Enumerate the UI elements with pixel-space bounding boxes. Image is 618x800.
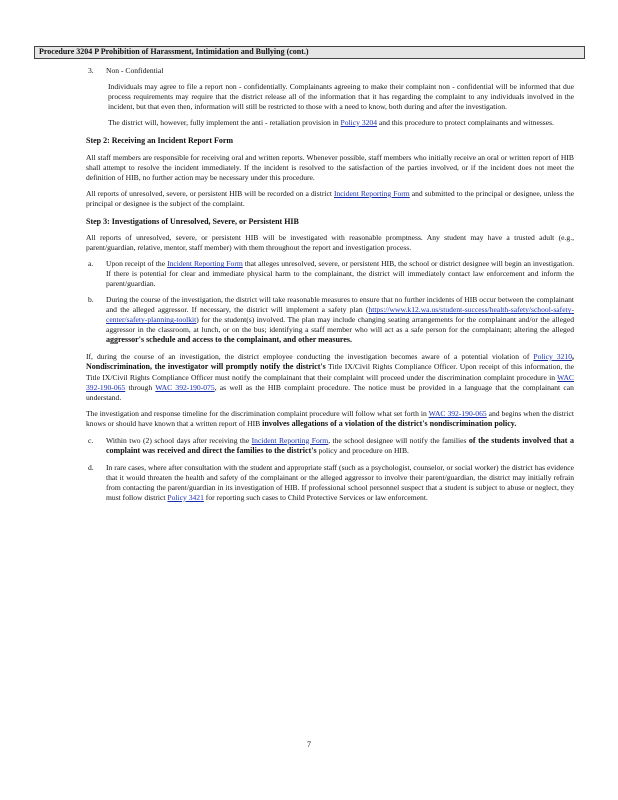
list-item-c: c. Within two (2) school days after receiving the Incident Reporting Form, the school designee will notify the families of the students involved that a complaint was received and direct the families to the district's policy and procedure on HIB.: [88, 435, 574, 456]
step-2-heading: Step 2: Receiving an Incident Report Form: [86, 136, 234, 146]
list-item-d: d. In rare cases, where after consultation with the student and appropriate staff (such as a psychologist, counselor, or social worker) the district has evidence that it would threaten the health and safety of the complainant or the alleged aggressor to involve their parent/guardian, the district may initially refrain from contacting the parent/guardian in its investigation of HIB. If professional school personnel suspect that a student is subject to abuse or neglect, they must follow district Policy 3421 for reporting such cases to Child Protective Services or law enforcement.: [88, 462, 574, 502]
step-3-paragraph-2: If, during the course of an investigation, the district employee conducting the investigation becomes aware of a potential violation of Policy 3210, Nondiscrimination, the investigator will promptly notify the district's Title IX/Civil Rights Compliance Officer. Upon receipt of this information, the Title IX/Civil Rights Compliance Officer must notify the complainant that their complaint will proceed under the discrimination complaint procedure in WAC 392-190-065 through WAC 392-190-075, as well as the HIB complaint procedure. The notice must be provided in a language that the complainant can understand.: [86, 351, 574, 403]
policy-3421-link[interactable]: Policy 3421: [167, 492, 204, 502]
item-3: [88, 66, 574, 76]
list-item-a: a. Upon receipt of the Incident Reporting Form that alleges unresolved, severe, or persistent HIB, the school or district designee will begin an investigation. If there is potential for clear and immediate physical harm to the complainant, the district will immediately contact law enforcement and inform the parent/guardian.: [88, 259, 574, 289]
list-item-b: b. During the course of the investigation, the district will take reasonable measures to ensure that no further incidents of HIB occur between the complainant and the alleged aggressor. If necessary, the district will implement a safety plan (https://www.k12.wa.us/student-success/health-safety/school-safety-center/safety-planning-toolkit) for the student(s) involved. The plan may include changing seating arrangements for the complainant and/or the alleged aggressor in the classroom, at lunch, or on the bus; identifying a staff member who will act as a safe person for the complainant; altering the alleged aggressor's schedule and access to the complainant, and other measures.: [88, 295, 574, 345]
item-3-heading: Non - Confidential: [106, 66, 164, 75]
document-body: [88, 66, 574, 509]
wac-392-190-075-link[interactable]: WAC 392-190-075: [155, 383, 215, 393]
incident-reporting-form-link[interactable]: Incident Reporting Form: [333, 188, 410, 198]
incident-reporting-form-link[interactable]: Incident Reporting Form: [251, 435, 329, 445]
step-3-heading: Step 3: Investigations of Unresolved, Severe, or Persistent HIB: [86, 216, 299, 226]
item-3-marker: 3.: [88, 66, 94, 75]
step-3-paragraph-1: All reports of unresolved, severe, or persistent HIB will be investigated with reasonable promptness. Any student may have a trusted adult (e.g., parent/guardian, relative, mentor, staff member) with them throughout the report and investigation process.: [86, 233, 574, 253]
procedure-header: Procedure 3204 P Prohibition of Harassment, Intimidation and Bullying (cont.): [34, 46, 585, 59]
safety-planning-toolkit-link[interactable]: https://www.k12.wa.us/student-success/health-safety/school-safety-center/safety-planning-toolkit: [106, 305, 574, 325]
step-2-paragraph-2: All reports of unresolved, severe, or persistent HIB will be recorded on a district Incident Reporting Form and submitted to the principal or designee, unless the principal or designee is the subject of the complaint.: [86, 188, 574, 208]
item-3-paragraph-1: Individuals may agree to file a report non - confidentially. Complainants agreeing to make their complaint non - confidential will be informed that due process requirements may require that the district release all of the information that it has regarding the complaint to any individuals involved in the incident, but that even then, information will still be restricted to those with a need to know, both during and after the investigation.: [108, 82, 574, 112]
page-number: 7: [307, 740, 311, 749]
step-3-paragraph-3: The investigation and response timeline for the discrimination complaint procedure will follow what set forth in WAC 392-190-065 and begins when the district knows or should have known that a written report of HIB involves allegations of a violation of the district's nondiscrimination policy.: [86, 409, 574, 429]
step-2-paragraph-1: All staff members are responsible for receiving oral and written reports. Whenever possible, staff members who initially receive an oral or written report of HIB shall attempt to resolve the incident immediately. If the incident is resolved to the satisfaction of the parties involved, or if the incident does not meet the definition of HIB, no further action may be necessary under this procedure.: [86, 152, 574, 182]
policy-3210-link[interactable]: Policy 3210: [533, 351, 572, 361]
wac-392-190-065-link[interactable]: WAC 392-190-065: [86, 373, 574, 393]
wac-392-190-065-link[interactable]: WAC 392-190-065: [428, 409, 487, 419]
incident-reporting-form-link[interactable]: Incident Reporting Form: [167, 259, 243, 269]
policy-3204-link[interactable]: Policy 3204: [340, 118, 378, 128]
item-3-paragraph-2: The district will, however, fully implement the anti - retaliation provision in Policy 3204 and this procedure to protect complainants and witnesses.: [108, 118, 554, 128]
